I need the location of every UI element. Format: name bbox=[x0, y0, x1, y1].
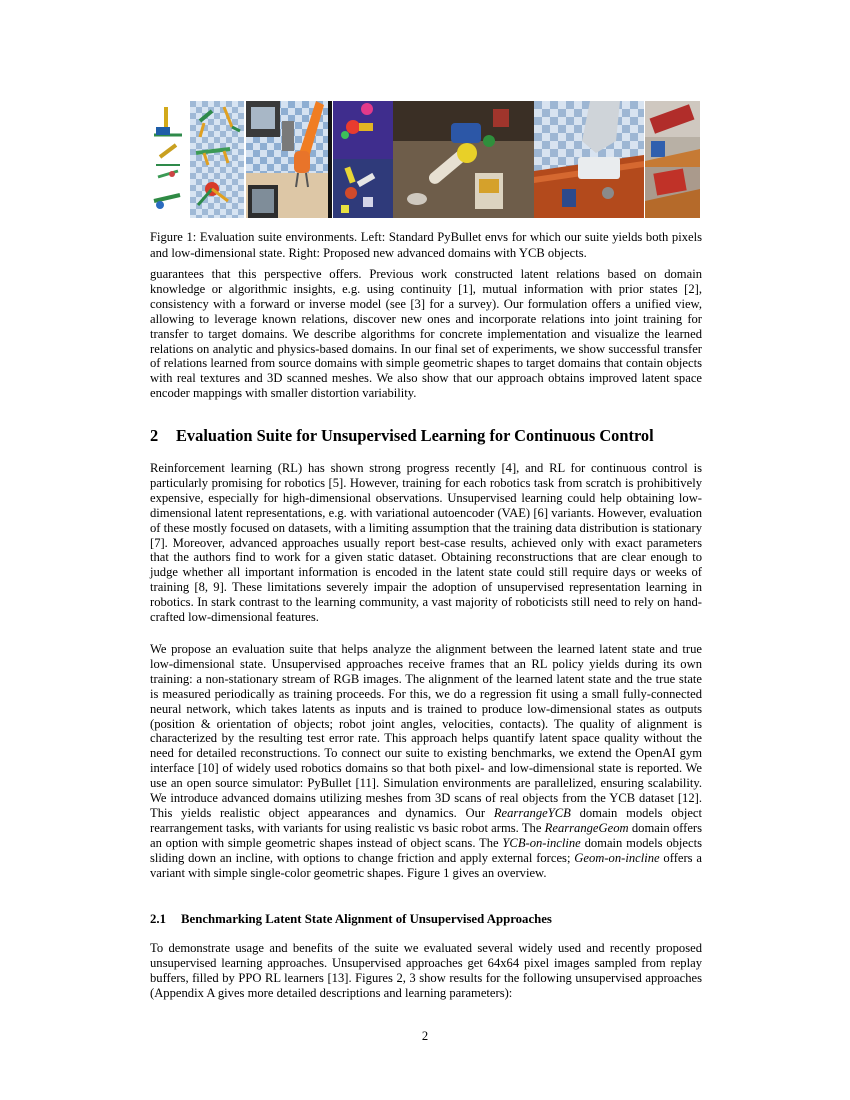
figure-1-caption: Figure 1: Evaluation suite environments. Left: Standard PyBullet envs for which our suite yields both pixels and low-dimensional state. Right: Proposed new advanced domains with YCB objects. bbox=[150, 230, 702, 260]
term-rearrange-ycb: RearrangeYCB bbox=[493, 805, 571, 820]
subsection-number: 2.1 bbox=[150, 912, 166, 926]
page-number: 2 bbox=[421, 1029, 429, 1043]
section-title: Evaluation Suite for Unsupervised Learning for Continuous Control bbox=[176, 426, 654, 445]
figure-divider bbox=[328, 101, 332, 218]
rearrange-ycb-thumbnail bbox=[393, 101, 534, 218]
term-rearrange-geom: RearrangeGeom bbox=[544, 820, 629, 835]
section-2-heading bbox=[150, 426, 710, 446]
robot-arm-ycb-thumbnail bbox=[534, 101, 644, 218]
intro-paragraph: guarantees that this perspective offers. Previous work constructed latent relations based on domain knowledge or algorithmic insights, e.g. using continuity [1], mutual information with prior states [2], consistency with a forward or inverse model (see [3] for a survey). Our formulation offers a unified view, allowing to leverage known relations, discover new ones and incorporate relations into joint training for transfer to target domains. We describe algorithms for concrete implementation and visualize the learned relations on analytic and physics-based domains. In our final set of experiments, we show successful transfer of relations learned from source domains with simple geometric shapes to target domains that contain objects with real textures and 3D scanned meshes. We also show that our approach obtains improved latent space encoder mappings with smaller distortion variability. bbox=[150, 267, 702, 401]
term-geom-on-incline: Geom-on-incline bbox=[574, 850, 660, 865]
kuka-arm-env-thumbnail bbox=[246, 101, 328, 218]
ycb-on-incline-thumbnails bbox=[645, 101, 700, 218]
subsection-title: Benchmarking Latent State Alignment of Unsupervised Approaches bbox=[181, 912, 552, 926]
suite-text-part-4: domain models objects sliding down an incline, with options to change friction and apply external forces; bbox=[150, 835, 702, 865]
suite-text-part-2: domain models object rearrangement tasks, with variants for using realistic vs basic robot arms. The bbox=[150, 805, 702, 835]
figure-1-environments bbox=[150, 101, 700, 218]
suite-text-part-5: offers a variant with simple single-color geometric shapes. Figure 1 gives an overview. bbox=[150, 850, 702, 880]
rearrange-geom-thumbnails bbox=[333, 101, 393, 218]
benchmark-paragraph: To demonstrate usage and benefits of the suite we evaluated several widely used and recently proposed unsupervised learning approaches. Unsupervised approaches get 64x64 pixel images sampled from replay buffers, filled by PPO RL learners [13]. Figures 2, 3 show results for the following unsupervised approaches (Appendix A gives more detailed descriptions and learning parameters): bbox=[150, 941, 702, 1000]
suite-text-part-1: We propose an evaluation suite that helps analyze the alignment between the learned latent state and true low-dimensional state. Unsupervised approaches receive frames that an RL policy yields during its own training: a non-stationary stream of RGB images. The alignment of the learned latent state and the true state is measured periodically as training proceeds. For this, we do a regression fit using a small fully-connected neural network, which takes latents as inputs and is trained to produce low-dimensional states as outputs (position & orientation of objects; robot joint angles, velocities, contacts). The quality of alignment is characterized by the resulting test error rate. This approach helps quantify latent space quality without the need for detailed reconstructions. To connect our suite to existing benchmarks, we extend the OpenAI gym interface [10] of widely used robotics domains so that both pixel- and low-dimensional state is reported. We use an open source simulator: PyBullet [11]. Simulation environments are parallelized, ensuring scalability. We introduce advanced domains utilizing meshes from 3D scans of real objects from the YCB dataset [12]. This yields realistic object appearances and dynamics. Our bbox=[150, 642, 702, 820]
walker-env-thumbnails bbox=[190, 101, 244, 218]
reacher-env-thumbnails bbox=[150, 101, 190, 218]
suite-text-part-3: domain offers an option with simple geometric shapes instead of object scans. The bbox=[150, 820, 703, 850]
section-number: 2 bbox=[150, 426, 159, 445]
rl-motivation-paragraph: Reinforcement learning (RL) has shown strong progress recently [4], and RL for continuous control is particularly promising for robotics [5]. However, training for each robotics task from scratch is prohibitively expensive, especially for high-dimensional observations. Unsupervised learning could help obtaining low-dimensional latent representations, e.g. with variational autoencoder (VAE) [6] variants. However, evaluation of these mostly focused on datasets, with a limiting assumption that the training data distribution is stationary [7]. Moreover, advanced approaches usually report best-case results, achieved only with exact parameters that the authors find to work for a given static dataset. Obtaining reconstructions that are clear enough to judge whether all important information is encoded in the latent state could still require days or weeks of training [8, 9]. These limitations severely impair the adoption of unsupervised representation learning in robotics. In stark contrast to the learning community, a vast majority of roboticists still need to rely on hand-crafted low-dimensional features. bbox=[150, 461, 702, 625]
term-ycb-on-incline: YCB-on-incline bbox=[502, 835, 581, 850]
subsection-2-1-heading bbox=[150, 912, 710, 927]
evaluation-suite-paragraph bbox=[150, 642, 702, 881]
